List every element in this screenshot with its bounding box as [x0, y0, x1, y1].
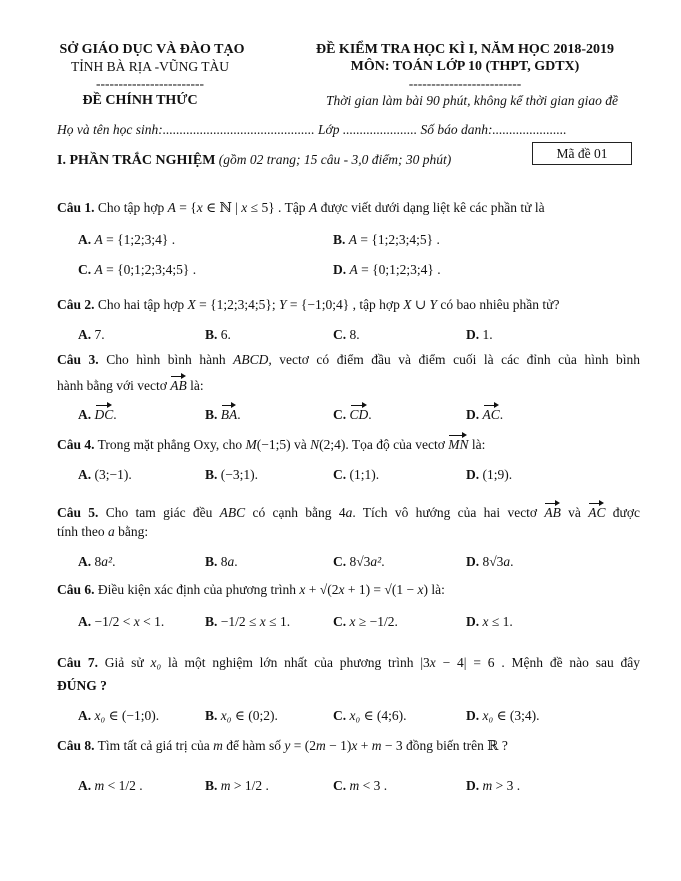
text-segment: ) là:: [423, 582, 445, 597]
text-segment: ≤ 1.: [265, 614, 291, 629]
text-segment: và: [560, 505, 589, 520]
text-segment: = {1;2;3;4;5};: [195, 297, 279, 312]
text-segment: −1/2 <: [91, 614, 134, 629]
vector-notation: AB: [170, 375, 187, 394]
math-symbol: x₀: [150, 655, 162, 670]
text-segment: ∈ ℕ |: [202, 200, 242, 215]
text-segment: để hàm số: [222, 738, 285, 753]
option-label: D.: [466, 778, 480, 793]
math-symbol: x: [351, 738, 358, 753]
question-stem: [57, 352, 640, 368]
option-label: D.: [333, 262, 347, 277]
answer-option-c: [333, 404, 372, 423]
text-segment: (1;1).: [346, 467, 380, 482]
answer-option-c: [333, 708, 407, 724]
section-note: (gồm 02 trang; 15 câu - 3,0 điểm; 30 phút): [215, 152, 452, 167]
option-label: C.: [78, 262, 92, 277]
math-symbol: x: [429, 655, 436, 670]
math-symbol: m: [349, 778, 360, 793]
vector-notation: BA: [221, 404, 238, 423]
answer-option-a: [78, 232, 175, 248]
math-symbol: a: [345, 505, 353, 520]
math-symbol: x: [349, 614, 356, 629]
text-segment: có cạnh bằng 4: [245, 505, 346, 520]
answer-option-c: [333, 327, 360, 343]
text-segment: − 4| = 6 . Mệnh đề nào sau đây: [435, 655, 640, 670]
text-segment: .: [234, 554, 238, 569]
time-note: Thời gian làm bài 90 phút, không kể thời gian giao đề: [326, 93, 618, 108]
math-symbol: N: [310, 437, 320, 452]
text-segment: ∈ (3;4).: [493, 708, 540, 723]
text-segment: Giả sử: [97, 655, 151, 670]
math-symbol: x₀: [94, 708, 106, 723]
question-stem: [57, 502, 640, 521]
question-stem-continued: [57, 524, 148, 540]
answer-option-c: [333, 614, 398, 630]
answer-option-c: [78, 262, 196, 278]
math-symbol: x₀: [220, 708, 232, 723]
text-segment: ∈ (0;2).: [231, 708, 278, 723]
option-label: A.: [78, 708, 92, 723]
math-symbol: x: [241, 200, 248, 215]
answer-option-b: [205, 327, 231, 343]
math-symbol: A: [94, 232, 103, 247]
option-label: C.: [333, 327, 347, 342]
math-symbol: x: [133, 614, 140, 629]
math-symbol: m: [213, 738, 223, 753]
text-segment: .: [510, 554, 514, 569]
text-segment: +: [357, 738, 372, 753]
question-label: Câu 2.: [57, 297, 95, 312]
answer-option-d: [466, 467, 512, 483]
exam-subject: MÔN: TOÁN LỚP 10 (THPT, GDTX): [350, 59, 580, 74]
option-label: B.: [205, 407, 218, 422]
text-segment: = {1;2;3;4;5} .: [357, 232, 440, 247]
text-segment: = {−1;0;4} , tập hợp: [286, 297, 404, 312]
math-symbol: x: [299, 582, 306, 597]
option-label: B.: [205, 327, 218, 342]
math-symbol: y: [284, 738, 291, 753]
question-stem: [57, 582, 445, 598]
math-symbol: m: [482, 778, 493, 793]
text-segment: 6.: [217, 327, 231, 342]
text-segment: được: [605, 505, 640, 520]
option-label: D.: [466, 467, 480, 482]
math-symbol: x: [482, 614, 489, 629]
answer-option-b: [205, 554, 238, 570]
option-label: D.: [466, 554, 480, 569]
math-symbol: m: [371, 738, 382, 753]
text-segment: .: [113, 407, 117, 422]
option-label: C.: [333, 708, 347, 723]
option-label: C.: [333, 554, 347, 569]
text-segment: ≤ 5} . Tập: [247, 200, 309, 215]
math-symbol: a²: [370, 554, 382, 569]
answer-option-d: [333, 262, 441, 278]
right-divider: -------------------------: [408, 76, 522, 91]
text-segment: 8.: [346, 327, 360, 342]
answer-option-a: [78, 467, 132, 483]
student-info-line: Họ và tên học sinh:............................................. Lớp ...................... Số báo danh:......................: [57, 122, 567, 137]
answer-option-d: [466, 327, 493, 343]
option-label: D.: [466, 614, 480, 629]
option-label: D.: [466, 327, 480, 342]
text-segment: = {0;1;2;3;4;5} .: [102, 262, 197, 277]
math-symbol: a: [108, 524, 115, 539]
question-stem-continued: [57, 678, 107, 694]
option-label: C.: [333, 778, 347, 793]
math-symbol: x: [338, 582, 345, 597]
option-label: A.: [78, 467, 92, 482]
text-segment: < 1/2 .: [104, 778, 143, 793]
text-segment: Cho tập hợp: [94, 200, 168, 215]
option-label: B.: [205, 554, 218, 569]
exam-title: ĐỀ KIỂM TRA HỌC KÌ I, NĂM HỌC 2018-2019: [315, 42, 615, 57]
question-label: Câu 6.: [57, 582, 95, 597]
answer-option-b: [205, 708, 278, 724]
answer-option-b: [205, 467, 258, 483]
text-segment: − 1): [325, 738, 352, 753]
option-label: B.: [205, 467, 218, 482]
province-name: TỈNH BÀ RỊA -VŨNG TÀU: [71, 59, 229, 74]
math-symbol: a: [227, 554, 235, 569]
option-label: A.: [78, 232, 92, 247]
option-label: A.: [78, 614, 92, 629]
text-segment: > 3 .: [492, 778, 521, 793]
math-symbol: x: [417, 582, 424, 597]
text-segment: (−1;5) và: [256, 437, 311, 452]
vector-notation: MN: [448, 434, 468, 453]
section-title: I. PHẦN TRẮC NGHIỆM: [57, 153, 216, 168]
option-label: D.: [466, 708, 480, 723]
math-symbol: ABC: [219, 505, 246, 520]
question-label: Câu 3.: [57, 352, 99, 367]
answer-option-c: [333, 778, 387, 794]
text-segment: 8: [217, 554, 228, 569]
option-label: A.: [78, 554, 92, 569]
text-segment: ≤ 1.: [488, 614, 513, 629]
text-segment: −1/2 ≤: [217, 614, 260, 629]
vector-notation: AB: [544, 502, 561, 521]
text-segment: ∪: [411, 297, 430, 312]
math-symbol: x₀: [482, 708, 494, 723]
text-segment: hành bằng với vectơ: [57, 378, 171, 393]
option-label: B.: [205, 614, 218, 629]
math-symbol: x: [259, 614, 266, 629]
text-segment: được viết dưới dạng liệt kê các phần tử là: [317, 200, 545, 215]
text-segment: = {1;2;3;4} .: [102, 232, 176, 247]
math-symbol: M: [245, 437, 257, 452]
option-label: C.: [333, 614, 347, 629]
text-segment: .: [237, 407, 241, 422]
text-segment: Trong mặt phẳng Oxy, cho: [94, 437, 246, 452]
text-segment: là:: [468, 437, 486, 452]
text-segment: 1.: [479, 327, 493, 342]
question-stem-continued: [57, 375, 204, 394]
text-segment: − 3 đồng biến trên ℝ ?: [381, 738, 508, 753]
answer-option-a: [78, 327, 105, 343]
text-segment: 7.: [91, 327, 105, 342]
text-segment: (1;9).: [479, 467, 513, 482]
text-segment: (2;4). Tọa độ của vectơ: [319, 437, 449, 452]
math-symbol: A: [167, 200, 176, 215]
math-symbol: a: [503, 554, 511, 569]
math-symbol: m: [220, 778, 231, 793]
math-symbol: A: [349, 262, 358, 277]
text-segment: > 1/2 .: [230, 778, 269, 793]
math-symbol: m: [94, 778, 105, 793]
answer-option-a: [78, 554, 115, 570]
text-segment: + √(2: [305, 582, 339, 597]
option-label: A.: [78, 327, 92, 342]
answer-option-a: [78, 404, 117, 423]
answer-option-a: [78, 708, 159, 724]
option-label: B.: [205, 778, 218, 793]
answer-option-d: [466, 404, 503, 423]
answer-option-c: [333, 467, 379, 483]
text-segment: vectơ có điểm đầu và điểm cuối là các đỉnh của hình bình: [271, 352, 640, 367]
option-label: C.: [333, 407, 347, 422]
text-segment: là một nghiệm lớn nhất của phương trình |3: [161, 655, 430, 670]
text-segment: 8√3: [346, 554, 371, 569]
text-segment: ≥ −1/2.: [355, 614, 398, 629]
answer-option-c: [333, 554, 385, 570]
vector-notation: DC: [95, 404, 114, 423]
answer-option-a: [78, 614, 164, 630]
text-segment: .: [499, 407, 504, 422]
math-symbol: m: [315, 738, 326, 753]
math-symbol: Y: [278, 297, 287, 312]
math-symbol: a²: [101, 554, 113, 569]
vector-notation: CD: [350, 404, 369, 423]
text-segment: = (2: [290, 738, 316, 753]
exam-code-box: Mã đề 01: [532, 142, 632, 165]
text-segment: bằng:: [114, 524, 149, 539]
answer-option-d: [466, 708, 540, 724]
text-segment: (−3;1).: [217, 467, 258, 482]
text-segment: Điều kiện xác định của phương trình: [94, 582, 300, 597]
section-heading: [57, 152, 451, 169]
text-segment: ∈ (4;6).: [360, 708, 407, 723]
question-stem: [57, 434, 485, 453]
text-segment: Cho hai tập hợp: [94, 297, 188, 312]
text-segment: .: [112, 554, 116, 569]
answer-option-b: [333, 232, 440, 248]
text-segment: Tìm tất cả giá trị của: [94, 738, 214, 753]
question-stem: [57, 200, 545, 216]
question-label: Câu 5.: [57, 505, 99, 520]
text-segment: < 3 .: [359, 778, 388, 793]
option-label: B.: [333, 232, 346, 247]
text-segment: 8: [91, 554, 102, 569]
official-label: ĐỀ CHÍNH THỨC: [82, 93, 198, 108]
question-label: Câu 7.: [57, 655, 98, 670]
text-segment: + 1) = √(1 −: [344, 582, 418, 597]
option-label: D.: [466, 407, 480, 422]
answer-option-d: [466, 614, 513, 630]
vector-notation: AC: [588, 502, 605, 521]
question-stem: [57, 297, 559, 313]
text-segment: . Tích vô hướng của hai vectơ: [352, 505, 545, 520]
option-label: A.: [78, 778, 92, 793]
question-stem: [57, 655, 640, 671]
vector-notation: AC: [483, 404, 500, 423]
text-segment: Cho hình bình hành: [98, 352, 234, 367]
text-segment: .: [381, 554, 385, 569]
math-symbol: x₀: [349, 708, 361, 723]
text-segment: = {0;1;2;3;4} .: [357, 262, 441, 277]
left-divider: ------------------------: [96, 76, 204, 91]
text-segment: tính theo: [57, 524, 108, 539]
question-label: Câu 4.: [57, 437, 95, 452]
answer-option-b: [205, 778, 269, 794]
math-symbol: A: [308, 200, 318, 215]
text-segment: Cho tam giác đều: [98, 505, 220, 520]
text-segment: (3;−1).: [91, 467, 132, 482]
text-segment: có bao nhiêu phần tử?: [437, 297, 560, 312]
math-symbol: Y: [429, 297, 438, 312]
text-segment: là:: [186, 378, 204, 393]
answer-option-b: [205, 404, 241, 423]
option-label: B.: [205, 708, 218, 723]
answer-option-a: [78, 778, 143, 794]
text-segment: ∈ (−1;0).: [105, 708, 160, 723]
math-symbol: X: [187, 297, 196, 312]
math-symbol: ABCD,: [233, 352, 272, 367]
text-segment: .: [368, 407, 372, 422]
question-stem: [57, 738, 508, 754]
text-segment: 8√3: [479, 554, 504, 569]
answer-option-d: [466, 554, 514, 570]
question-label: Câu 8.: [57, 738, 95, 753]
math-symbol: x: [196, 200, 203, 215]
question-label: Câu 1.: [57, 200, 95, 215]
option-label: A.: [78, 407, 92, 422]
answer-option-d: [466, 778, 520, 794]
math-symbol: A: [94, 262, 103, 277]
math-symbol: A: [348, 232, 358, 247]
math-symbol: X: [403, 297, 412, 312]
department-name: SỞ GIÁO DỤC VÀ ĐÀO TẠO: [59, 42, 245, 57]
text-segment: ĐÚNG ?: [57, 678, 107, 693]
text-segment: = {: [175, 200, 197, 215]
text-segment: < 1.: [139, 614, 165, 629]
answer-option-b: [205, 614, 290, 630]
option-label: C.: [333, 467, 347, 482]
